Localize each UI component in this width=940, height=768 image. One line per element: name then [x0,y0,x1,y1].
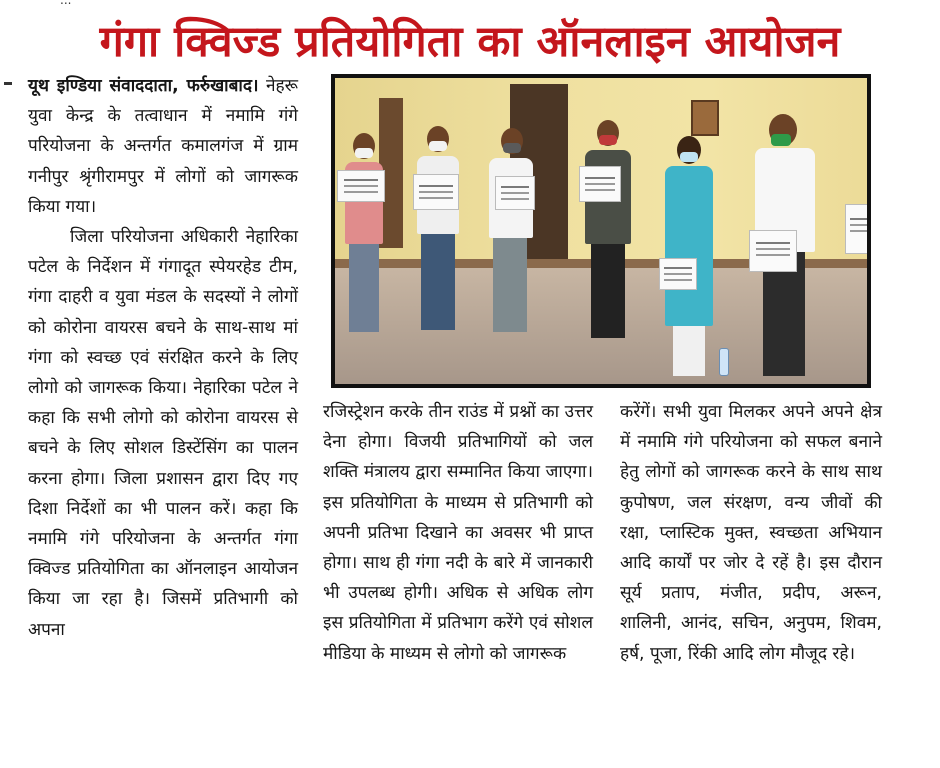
headline: गंगा क्विज्ड प्रतियोगिता का ऑनलाइन आयोजन [99,17,841,67]
photo-water-bottle [719,348,729,376]
article-column-2 [323,397,593,669]
previous-article-clip [0,0,940,8]
news-photo [331,74,871,388]
byline: यूथ इण्डिया संवाददाता, फर्रुखाबाद। [28,76,259,96]
photo-wall-frame [691,100,719,136]
column-marker [4,82,12,85]
paragraph-2: जिला परियोजना अधिकारी नेहारिका पटेल के निर्देशन में गंगादूत स्पेयरहेड टीम, गंगा दाहरी व युवा मंडल के सदस्यों ने लोगों को कोरोना वायरस बचने के साथ-साथ मां गंगा को स्वच्छ एवं संरक्षित करने के लिए लोगो को जागरूक किया। नेहारिका पटेल ने कहा कि सभी लोगो को कोरोना वायरस से बचने के लिए सोशल डिस्टेंसिंग का पालन करना होगा। जिला प्रशासन द्वारा दिए गए दिशा निर्देशों का भी पालन करें। कहा कि नमामि गंगे परियोजना के अन्तर्गत गंगा क्विज्ड प्रतियोगिता का ऑनलाइन आयोजन किया जा रहा है। जिसमें प्रतिभागी को अपना [28,227,298,640]
paragraph-4: करेंगें। सभी युवा मिलकर अपने अपने क्षेत्र में नमामि गंगे परियोजना को सफल बनाने हेतु लोगों को जागरूक करने के साथ साथ कुपोषण, जल संरक्षण, वन्य जीवों की रक्षा, प्लास्टिक मुक्त, स्वच्छता अभियान आदि कार्यों पर जोर दे रहें है। इस दौरान सूर्य प्रताप, मंजीत, प्रदीप, अरून, शालिनी, आनंद, सचिन, अनुपम, शिवम, हर्ष, पूजा, रिंकी आदि लोग मौजूद रहे। [620,402,882,664]
article-column-1 [28,71,298,645]
paragraph-intro [28,71,298,222]
paragraph-3: रजिस्ट्रेशन करके तीन राउंड में प्रश्नों का उत्तर देना होगा। विजयी प्रतिभागियों को जल शक्ति मंत्रालय द्वारा सम्मानित किया जाएगा। इस प्रतियोगिता के माध्यम से प्रतिभागी को अपनी प्रतिभा दिखाने का अवसर भी प्राप्त होगा। साथ ही गंगा नदी के बारे में जानकारी भी उपलब्ध होगी। अधिक से अधिक लोग इस प्रतियोगिता में प्रतिभाग करेंगे एवं सोशल मीडिया के माध्यम से लोगो को जागरूक [323,402,593,664]
article-column-3 [620,397,882,669]
paragraph-1-text: नेहरू युवा केन्द्र के तत्वाधान में नमामि गंगे परियोजना के अन्तर्गत कमालगंज में ग्राम गनीपुर श्रृंगीरामपुर में लोगों को जागरूक किया गया। [28,76,298,217]
previous-article-text: ... [60,0,72,7]
